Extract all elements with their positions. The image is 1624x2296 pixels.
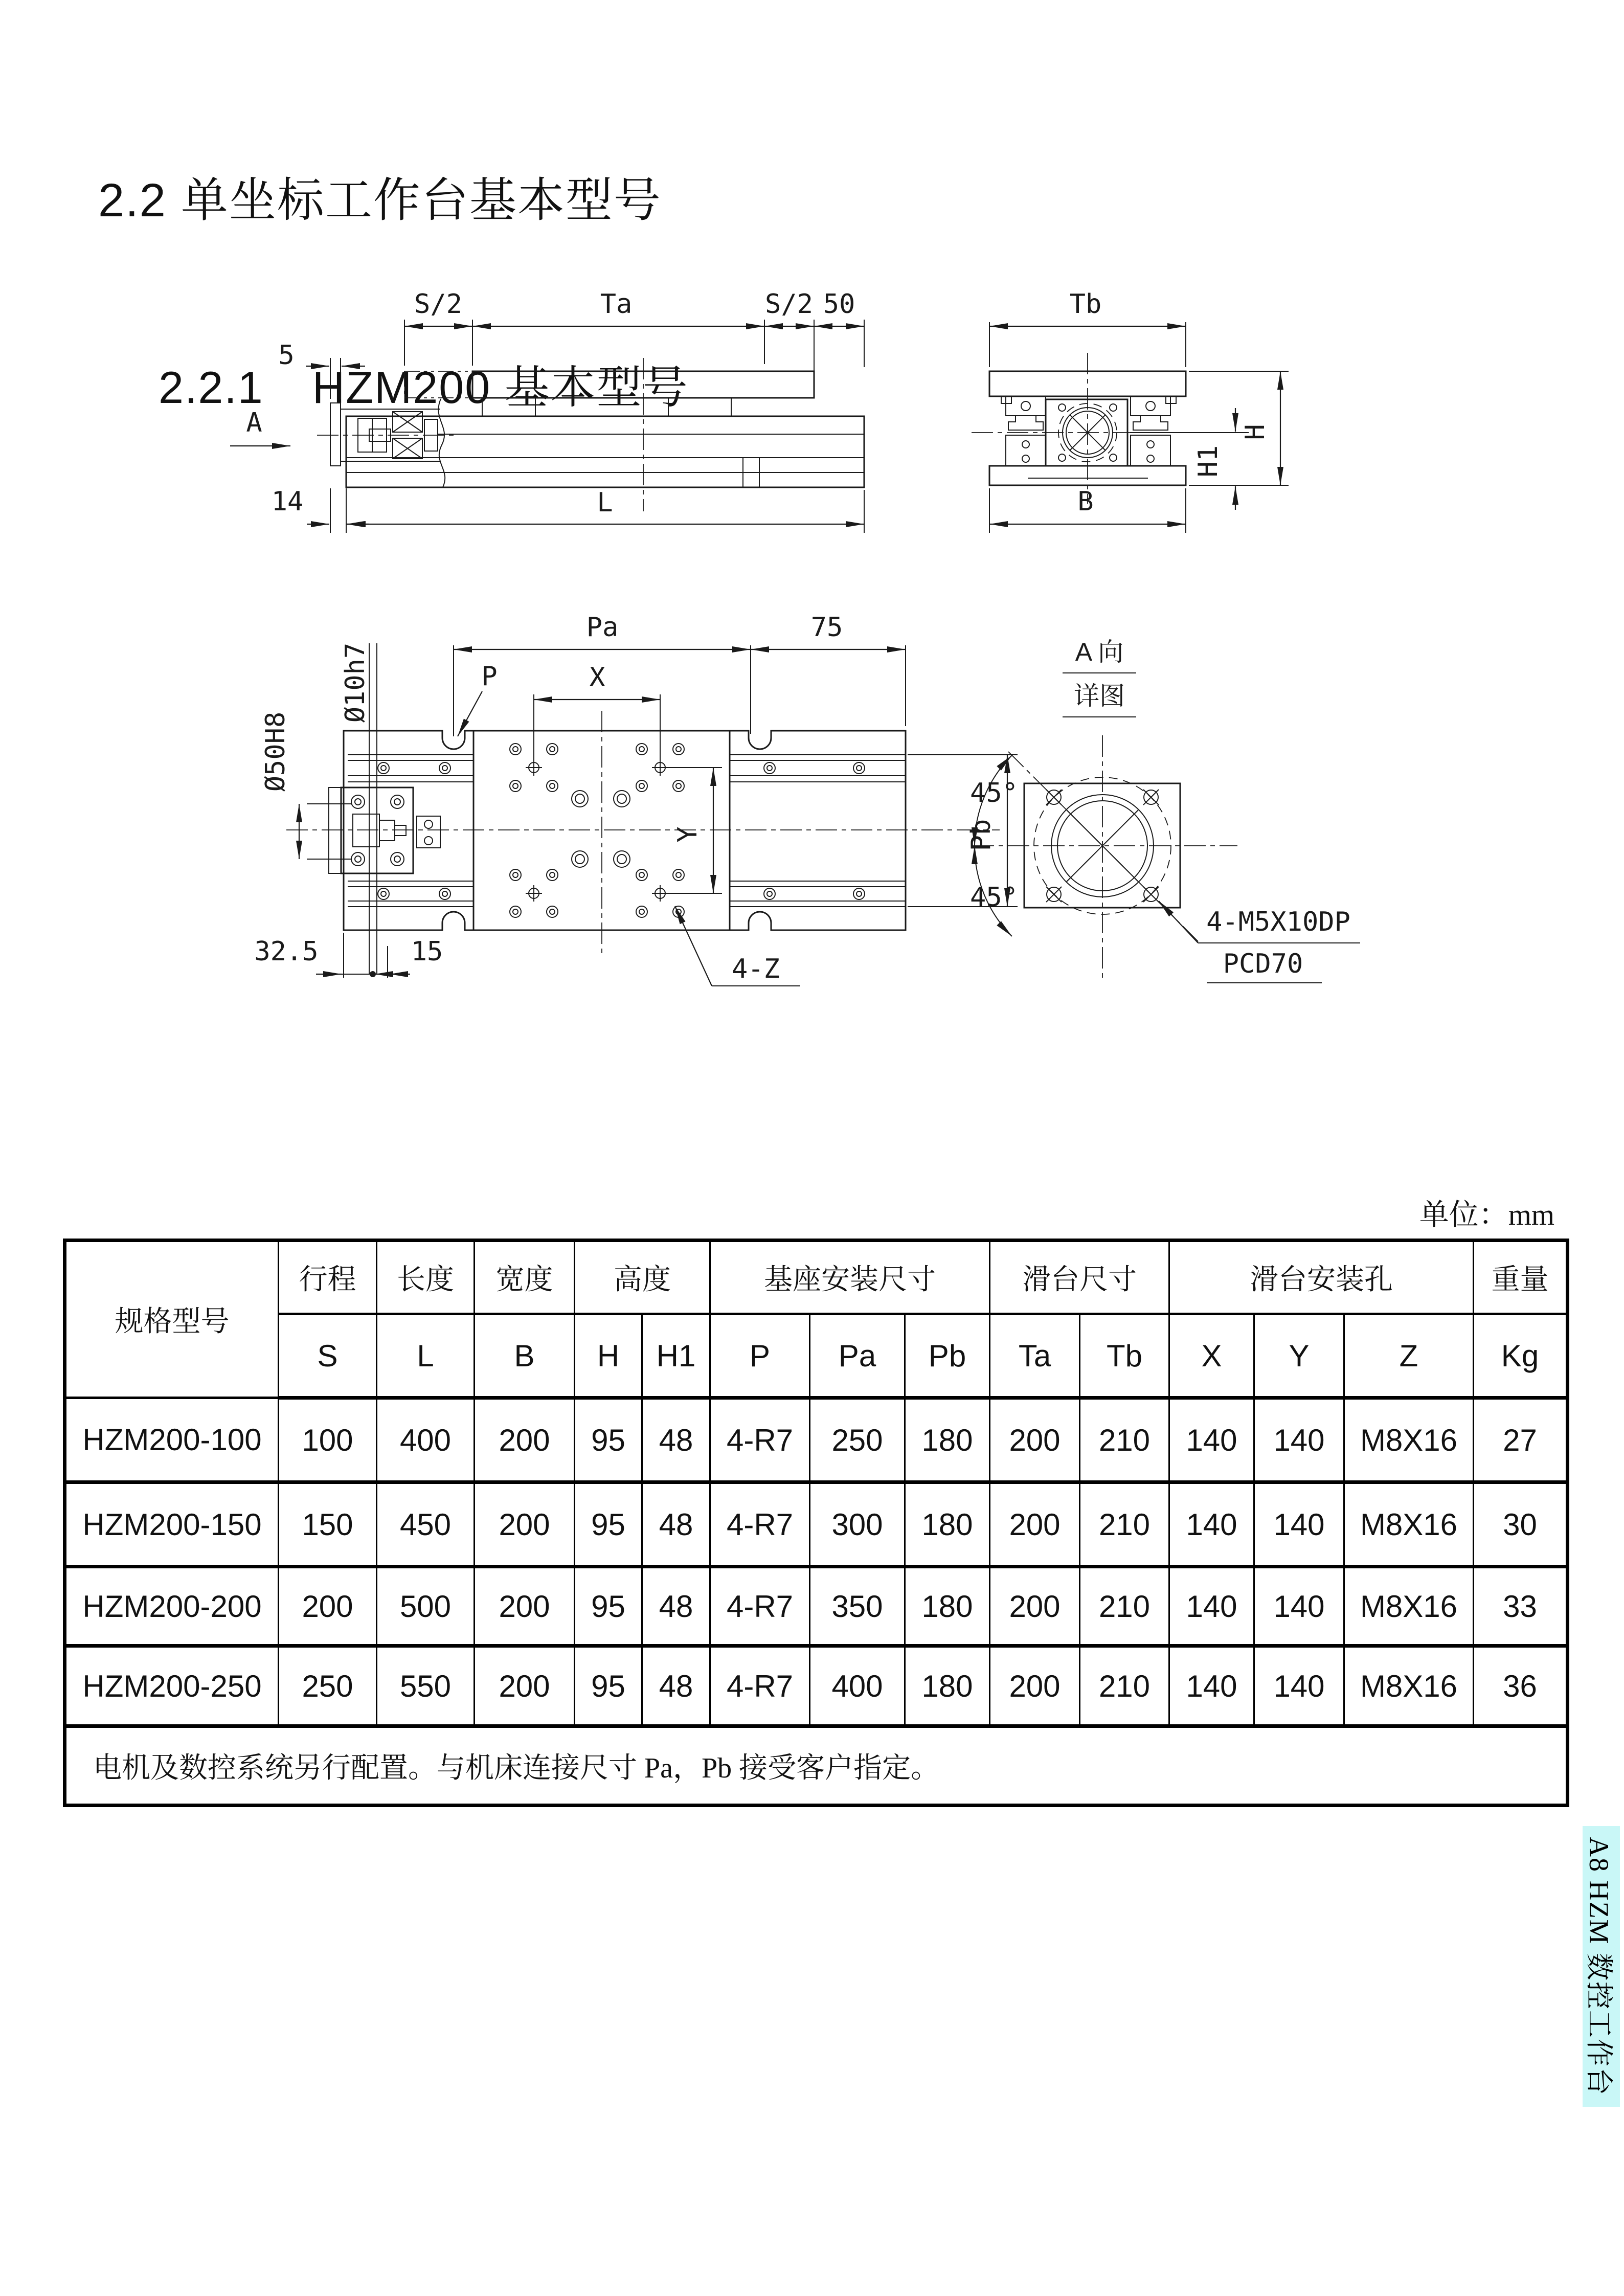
- cell-model: HZM200-150: [65, 1482, 279, 1567]
- table-footnote-row: [65, 1726, 1568, 1806]
- cell: M8X16: [1344, 1398, 1474, 1482]
- detail-flange: [973, 735, 1237, 978]
- cell: 180: [905, 1398, 990, 1482]
- dim-label-h1: H1: [1193, 445, 1224, 478]
- detail-title-line2: 详图: [1074, 682, 1125, 710]
- cell: 200: [279, 1567, 377, 1646]
- cell: 300: [810, 1482, 905, 1567]
- header-sub: H1: [642, 1314, 710, 1398]
- cell: 48: [642, 1398, 710, 1482]
- cell: 36: [1474, 1646, 1568, 1726]
- cell: 250: [810, 1398, 905, 1482]
- header-width: 宽度: [475, 1241, 575, 1314]
- cell-model: HZM200-250: [65, 1646, 279, 1726]
- cell: 140: [1169, 1567, 1254, 1646]
- cell: 4-R7: [710, 1398, 810, 1482]
- header-sub: P: [710, 1314, 810, 1398]
- p-leader: [458, 691, 482, 736]
- cell: 450: [377, 1482, 475, 1567]
- dim-pa-75: [454, 645, 906, 736]
- cell: 200: [475, 1398, 575, 1482]
- detail-title-line1: A 向: [1075, 638, 1124, 666]
- dim-14-L: [307, 488, 864, 533]
- carriage-center-holes: [572, 791, 630, 867]
- callout-line2: PCD70: [1223, 949, 1303, 979]
- cell: 400: [810, 1646, 905, 1726]
- side-index-tab: [1583, 1826, 1620, 2107]
- dim-label-p: P: [481, 661, 498, 692]
- end-view-body: [972, 353, 1250, 504]
- dim-label-pa: Pa: [586, 612, 619, 643]
- cell: 95: [575, 1646, 642, 1726]
- cell: 27: [1474, 1398, 1568, 1482]
- cell: 140: [1254, 1567, 1344, 1646]
- cell: M8X16: [1344, 1567, 1474, 1646]
- dim-325-15: [316, 933, 410, 978]
- cell: 550: [377, 1646, 475, 1726]
- cell: 140: [1169, 1482, 1254, 1567]
- cell: 4-R7: [710, 1567, 810, 1646]
- carriage-hole-clusters: [510, 744, 684, 917]
- cell: 140: [1169, 1646, 1254, 1726]
- header-sub: Z: [1344, 1314, 1474, 1398]
- cell: 200: [475, 1482, 575, 1567]
- cell: 210: [1080, 1482, 1169, 1567]
- plan-view-drawing: [245, 603, 1023, 1018]
- dim-label-y: Y: [672, 826, 703, 843]
- cell: 200: [990, 1567, 1080, 1646]
- header-sub: Y: [1254, 1314, 1344, 1398]
- header-length: 长度: [377, 1241, 475, 1314]
- cell: 350: [810, 1567, 905, 1646]
- header-sub: Kg: [1474, 1314, 1568, 1398]
- header-sub: H: [575, 1314, 642, 1398]
- header-sub: Tb: [1080, 1314, 1169, 1398]
- cell: 210: [1080, 1398, 1169, 1482]
- dim-label-15: 15: [411, 936, 443, 967]
- side-view-drawing: [215, 286, 900, 562]
- cell: 140: [1254, 1646, 1344, 1726]
- dim-label-4z: 4-Z: [732, 954, 780, 984]
- cell: 200: [990, 1398, 1080, 1482]
- header-base-mount: 基座安装尺寸: [710, 1241, 990, 1314]
- cell: 30: [1474, 1482, 1568, 1567]
- cell: 400: [377, 1398, 475, 1482]
- cell: 95: [575, 1398, 642, 1482]
- header-sub: X: [1169, 1314, 1254, 1398]
- header-height: 高度: [575, 1241, 710, 1314]
- header-sub: Pa: [810, 1314, 905, 1398]
- header-sub: Pb: [905, 1314, 990, 1398]
- header-sub: S: [279, 1314, 377, 1398]
- angle-label-top: 45°: [970, 778, 1018, 808]
- dim-label-5: 5: [278, 340, 295, 371]
- view-a-label: A: [246, 408, 262, 438]
- cell: 250: [279, 1646, 377, 1726]
- cell: 48: [642, 1567, 710, 1646]
- callout-line1: 4-M5X10DP: [1206, 907, 1350, 937]
- dim-label-x: X: [589, 662, 605, 693]
- motor-flange: [329, 787, 440, 873]
- side-view-dimension-chain: [404, 320, 864, 394]
- header-slide-size: 滑台尺寸: [990, 1241, 1169, 1314]
- cell-model: HZM200-200: [65, 1567, 279, 1646]
- cell: 100: [279, 1398, 377, 1482]
- table-header-row-groups: [65, 1241, 1568, 1314]
- dim-5: [306, 358, 365, 399]
- subsection-number: 2.2.1: [159, 362, 264, 413]
- unit-note: [1299, 1190, 1554, 1233]
- cell: 180: [905, 1646, 990, 1726]
- dim-label-50: 50: [823, 289, 855, 320]
- table-footnote: 电机及数控系统另行配置。与机床连接尺寸 Pa，Pb 接受客户指定。: [65, 1726, 1568, 1806]
- cell: 4-R7: [710, 1646, 810, 1726]
- cell: 33: [1474, 1567, 1568, 1646]
- dim-label-d10: Ø10h7: [340, 642, 371, 723]
- dim-label-tb: Tb: [1069, 289, 1102, 320]
- cell: 210: [1080, 1567, 1169, 1646]
- header-model: 规格型号: [65, 1241, 279, 1398]
- unit-note-text: 单位：mm: [1419, 1198, 1554, 1231]
- dim-label-75: 75: [810, 612, 843, 643]
- cell: 140: [1254, 1398, 1344, 1482]
- cell: 140: [1254, 1482, 1344, 1567]
- dim-label-b: B: [1077, 486, 1094, 517]
- cell: 95: [575, 1567, 642, 1646]
- header-sub: Ta: [990, 1314, 1080, 1398]
- end-view-drawing: [951, 286, 1309, 562]
- cell: 150: [279, 1482, 377, 1567]
- dim-label-325: 32.5: [254, 936, 319, 967]
- table-row: [65, 1646, 1568, 1726]
- angle-label-bottom: 45°: [970, 882, 1018, 913]
- dim-label-14: 14: [271, 486, 304, 517]
- cell: 500: [377, 1567, 475, 1646]
- cell: 140: [1169, 1398, 1254, 1482]
- side-index-tab-label: A8 HZM 数控工作台: [1584, 1837, 1614, 2096]
- cell: M8X16: [1344, 1646, 1474, 1726]
- section-title: [98, 163, 662, 230]
- subsection-text: HZM200 基本型号: [312, 362, 689, 413]
- header-stroke: 行程: [279, 1241, 377, 1314]
- table-row: [65, 1482, 1568, 1567]
- spec-table: [63, 1239, 1569, 1807]
- header-sub: L: [377, 1314, 475, 1398]
- section-number: 2.2: [98, 174, 167, 227]
- cell: 200: [475, 1646, 575, 1726]
- table-row: [65, 1567, 1568, 1646]
- dim-label-pb: Pb: [966, 819, 997, 851]
- dim-label-ta: Ta: [600, 289, 633, 320]
- cell: 180: [905, 1482, 990, 1567]
- dim-label-s2-right: S/2: [765, 289, 813, 320]
- cell: 210: [1080, 1646, 1169, 1726]
- dim-label-s2-left: S/2: [414, 289, 462, 320]
- plan-base: [286, 711, 1000, 957]
- header-weight: 重量: [1474, 1241, 1568, 1314]
- rail-screws: [378, 762, 865, 899]
- cell: M8X16: [1344, 1482, 1474, 1567]
- cell: 4-R7: [710, 1482, 810, 1567]
- cell: 200: [990, 1482, 1080, 1567]
- cell-model: HZM200-100: [65, 1398, 279, 1482]
- detail-view-drawing: [961, 603, 1401, 1028]
- side-view-body: [317, 358, 864, 511]
- cell: 95: [575, 1482, 642, 1567]
- dim-label-L: L: [597, 487, 613, 518]
- cell: 48: [642, 1646, 710, 1726]
- header-slide-mount: 滑台安装孔: [1169, 1241, 1474, 1314]
- section-text: 单坐标工作台基本型号: [181, 174, 662, 227]
- dim-label-h: H: [1240, 424, 1271, 440]
- cell: 200: [990, 1646, 1080, 1726]
- cell: 48: [642, 1482, 710, 1567]
- dim-label-d50: Ø50H8: [260, 711, 291, 792]
- table-row: [65, 1398, 1568, 1482]
- table-header-row-symbols: [65, 1314, 1568, 1398]
- header-sub: B: [475, 1314, 575, 1398]
- cell: 200: [475, 1567, 575, 1646]
- cell: 180: [905, 1567, 990, 1646]
